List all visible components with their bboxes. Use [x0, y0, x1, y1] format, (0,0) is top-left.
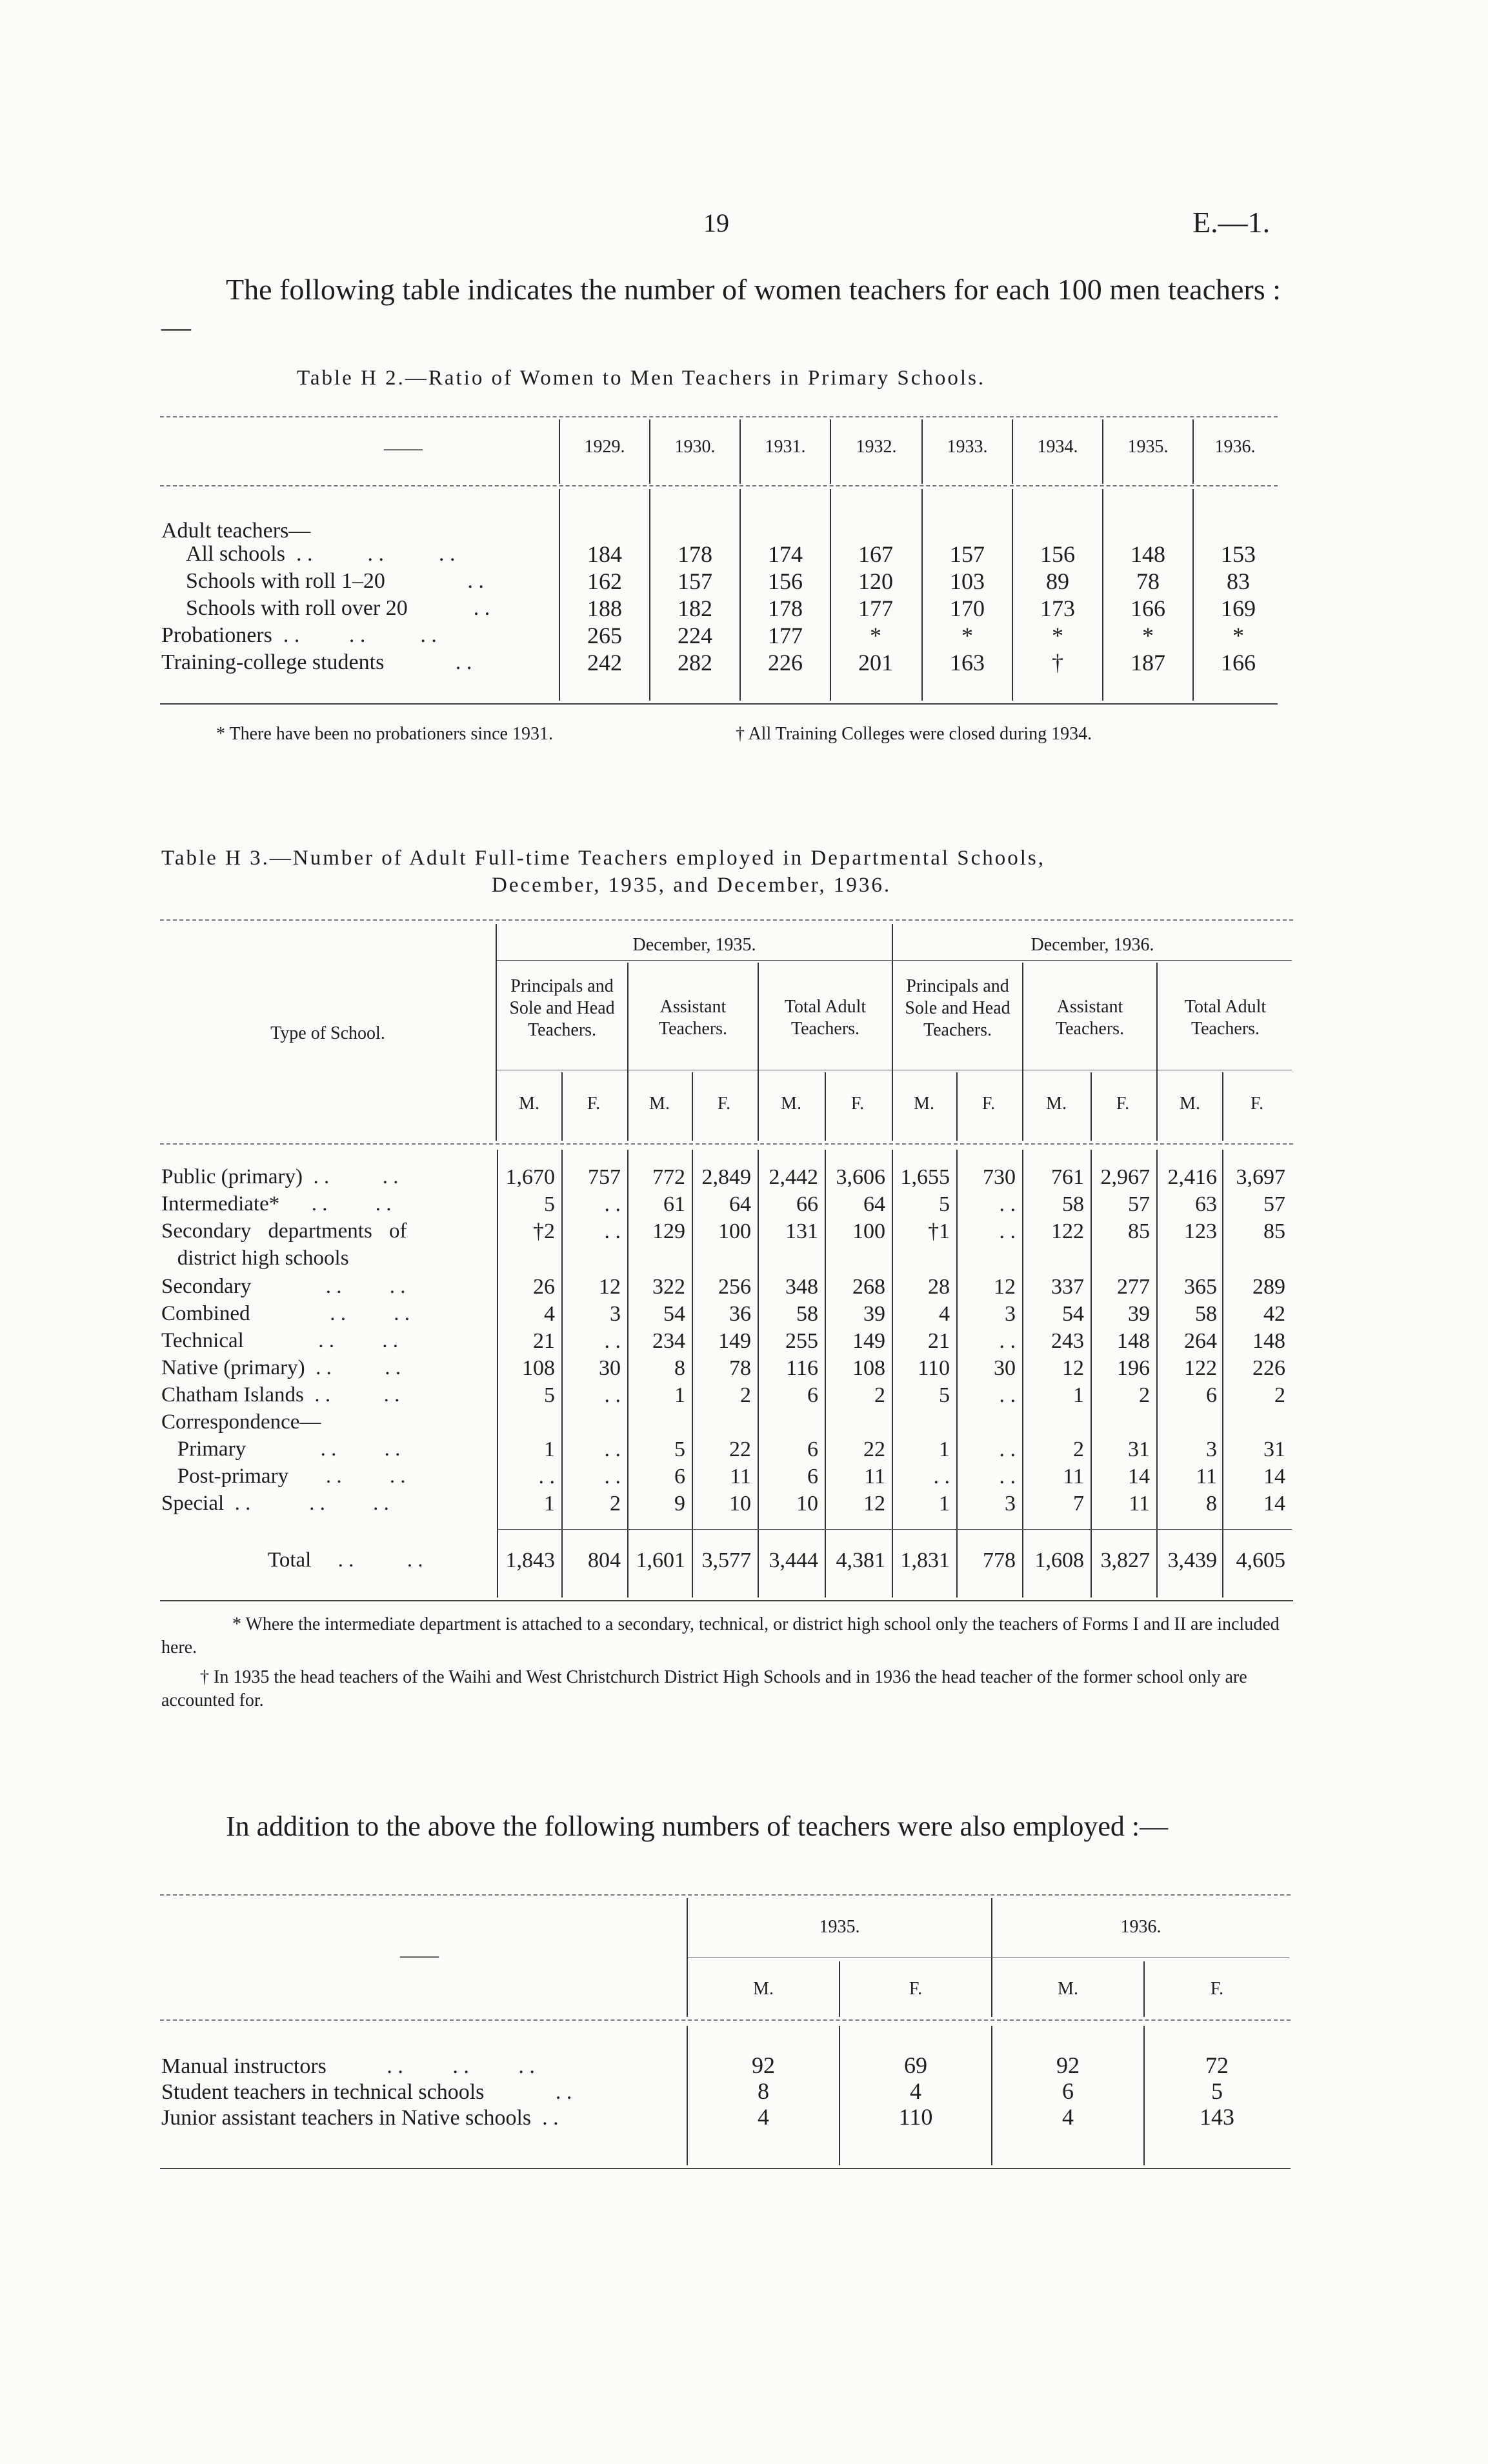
table-cell: 757: [588, 1165, 621, 1189]
table-cell: 1: [674, 1383, 685, 1407]
table-cell: 265: [587, 623, 622, 648]
row-label: Secondary departments of: [161, 1219, 407, 1243]
table-cell: 22: [863, 1437, 885, 1461]
table-cell: 1: [1073, 1383, 1084, 1407]
table-cell: 26: [533, 1275, 555, 1299]
table-cell: 6: [807, 1383, 818, 1407]
row-label: Secondary . . . .: [161, 1275, 406, 1298]
table-cell: 6: [674, 1465, 685, 1488]
row-label: Schools with roll 1–20 . .: [186, 569, 484, 593]
group-label: Adult teachers—: [161, 519, 311, 543]
total-cell: 3,439: [1167, 1548, 1217, 1572]
table-cell: 21: [533, 1329, 555, 1353]
table-cell: . .: [999, 1465, 1016, 1488]
row-label: Post-primary . . . .: [161, 1465, 406, 1488]
table-cell: 28: [928, 1275, 950, 1299]
period-header: December, 1936.: [1031, 935, 1154, 955]
table-cell: . .: [604, 1192, 621, 1216]
row-label: Schools with roll over 20 . .: [186, 596, 490, 620]
table-cell: 31: [1128, 1437, 1150, 1461]
f-header: F.: [1210, 1979, 1224, 1999]
year-header: 1930.: [674, 437, 716, 457]
table-cell: 170: [950, 596, 985, 621]
table-cell: 6: [1062, 2078, 1074, 2104]
table-cell: 224: [678, 623, 712, 648]
table-cell: 256: [718, 1275, 751, 1299]
table-cell: 10: [729, 1492, 751, 1516]
table-cell: 1,655: [900, 1165, 950, 1189]
table-cell: 57: [1263, 1192, 1285, 1216]
row-label: Manual instructors . . . . . .: [161, 2054, 535, 2078]
total-cell: 1,608: [1034, 1548, 1084, 1572]
year-header: 1936.: [1214, 437, 1256, 457]
table-cell: 30: [599, 1356, 621, 1380]
total-cell: 778: [983, 1548, 1016, 1572]
table-cell: 178: [768, 596, 803, 621]
table-cell: 72: [1205, 2052, 1229, 2078]
footnote: † In 1935 the head teachers of the Waihi and West Christchurch District High Schools and in 1936 the head teacher of the former school only are accounted for.: [161, 1667, 1247, 1710]
addition-paragraph: In addition to the above the following numbers of teachers were also employed :—: [226, 1810, 1169, 1842]
row-label: Training-college students . .: [161, 650, 472, 674]
table-cell: 103: [950, 568, 985, 594]
year-header: 1934.: [1037, 437, 1078, 457]
table-cell: 226: [1252, 1356, 1285, 1380]
total-cell: 804: [588, 1548, 621, 1572]
table-cell: 8: [1206, 1492, 1217, 1516]
table-cell: 166: [1131, 596, 1165, 621]
table-cell: . .: [999, 1219, 1016, 1243]
table-cell: 8: [758, 2078, 769, 2104]
table-cell: 169: [1221, 596, 1256, 621]
table-cell: 2,416: [1167, 1165, 1217, 1189]
table-cell: 772: [652, 1165, 685, 1189]
table-extra-stub-head: ——: [400, 1945, 439, 1966]
table-cell: 100: [718, 1219, 751, 1243]
m-header: M.: [1046, 1094, 1067, 1114]
table-cell: 54: [663, 1302, 685, 1326]
table-cell: 2: [1274, 1383, 1285, 1407]
table-cell: 173: [1040, 596, 1075, 621]
total-cell: 1,831: [900, 1548, 950, 1572]
table-cell: 31: [1263, 1437, 1285, 1461]
row-label: Correspondence—: [161, 1410, 321, 1434]
table-cell: 10: [796, 1492, 818, 1516]
footnote: † All Training Colleges were closed during 1934.: [736, 724, 1092, 744]
table-cell: 234: [652, 1329, 685, 1353]
table-cell: 11: [1196, 1465, 1217, 1488]
table-cell: 143: [1200, 2104, 1234, 2130]
table-cell: 14: [1263, 1465, 1285, 1488]
table-cell: 11: [1129, 1492, 1150, 1516]
table-cell: 11: [864, 1465, 885, 1488]
table-cell: 1: [544, 1437, 555, 1461]
page-number: 19: [703, 208, 729, 237]
table-cell: 730: [983, 1165, 1016, 1189]
f-header: F.: [850, 1094, 865, 1114]
table-cell: 4: [1062, 2104, 1074, 2130]
table-cell: 39: [863, 1302, 885, 1326]
table-cell: . .: [604, 1329, 621, 1353]
table-cell: 337: [1051, 1275, 1084, 1299]
table-cell: 182: [678, 596, 712, 621]
table-cell: 110: [898, 2104, 933, 2130]
table-cell: 148: [1131, 541, 1165, 567]
table-cell: 6: [1206, 1383, 1217, 1407]
total-cell: 1,601: [636, 1548, 685, 1572]
table-h3-stub-head: Type of School.: [270, 1023, 385, 1043]
table-cell: 226: [768, 650, 803, 676]
table-cell: 64: [863, 1192, 885, 1216]
table-cell: 64: [729, 1192, 751, 1216]
table-cell: 5: [939, 1192, 950, 1216]
table-cell: 63: [1195, 1192, 1217, 1216]
table-cell: . .: [604, 1465, 621, 1488]
row-label: Junior assistant teachers in Native schools . .: [161, 2106, 559, 2130]
m-header: M.: [914, 1094, 934, 1114]
table-cell: 122: [1184, 1356, 1217, 1380]
table-cell: 2,849: [701, 1165, 751, 1189]
table-cell: 83: [1227, 568, 1250, 594]
table-cell: 3: [1005, 1302, 1016, 1326]
table-cell: 58: [1195, 1302, 1217, 1326]
group-header: Total Adult Teachers.: [1184, 997, 1267, 1039]
table-cell: . .: [999, 1437, 1016, 1461]
row-label: Primary . . . .: [161, 1437, 401, 1461]
table-cell: 148: [1252, 1329, 1285, 1353]
table-cell: 14: [1128, 1465, 1150, 1488]
table-cell: 243: [1051, 1329, 1084, 1353]
table-cell: 12: [1062, 1356, 1084, 1380]
row-label: Combined . . . .: [161, 1302, 410, 1325]
f-header: F.: [909, 1979, 923, 1999]
year-header: 1935.: [819, 1917, 860, 1937]
year-header: 1929.: [584, 437, 625, 457]
table-cell: *: [961, 623, 973, 648]
table-cell: 282: [678, 650, 712, 676]
row-label: Probationers . . . . . .: [161, 623, 437, 647]
table-cell: 9: [674, 1492, 685, 1516]
total-label: Total . . . .: [268, 1548, 423, 1572]
table-cell: 289: [1252, 1275, 1285, 1299]
table-cell: †1: [928, 1219, 950, 1243]
table-cell: . .: [604, 1383, 621, 1407]
table-cell: 178: [678, 541, 712, 567]
f-header: F.: [717, 1094, 731, 1114]
table-cell: 42: [1263, 1302, 1285, 1326]
table-cell: 92: [752, 2052, 775, 2078]
table-cell: 2: [1139, 1383, 1150, 1407]
table-cell: 5: [674, 1437, 685, 1461]
total-cell: 1,843: [505, 1548, 555, 1572]
table-cell: 100: [852, 1219, 885, 1243]
table-cell: 5: [1211, 2078, 1223, 2104]
table-cell: 123: [1184, 1219, 1217, 1243]
table-cell: . .: [604, 1219, 621, 1243]
row-label: Special . . . . . .: [161, 1492, 389, 1515]
table-cell: 14: [1263, 1492, 1285, 1516]
table-cell: 148: [1117, 1329, 1150, 1353]
table-cell: 7: [1073, 1492, 1084, 1516]
table-cell: 4: [910, 2078, 921, 2104]
table-cell: 78: [1136, 568, 1160, 594]
table-cell: 22: [729, 1437, 751, 1461]
table-cell: 157: [678, 568, 712, 594]
table-h3-caption: Table H 3.—Number of Adult Full-time Teachers employed in Departmental Schools,: [161, 846, 1046, 870]
table-cell: 1,670: [505, 1165, 555, 1189]
table-cell: †2: [533, 1219, 555, 1243]
table-cell: 5: [544, 1192, 555, 1216]
table-cell: 2: [874, 1383, 885, 1407]
table-cell: 1: [544, 1492, 555, 1516]
m-header: M.: [519, 1094, 539, 1114]
total-cell: 3,444: [769, 1548, 818, 1572]
table-cell: 277: [1117, 1275, 1150, 1299]
year-header: 1935.: [1127, 437, 1169, 457]
table-cell: *: [1232, 623, 1244, 648]
table-cell: 61: [663, 1192, 685, 1216]
table-cell: 242: [587, 650, 622, 676]
table-cell: 8: [674, 1356, 685, 1380]
year-header: 1931.: [765, 437, 806, 457]
table-cell: 58: [796, 1302, 818, 1326]
table-cell: 58: [1062, 1192, 1084, 1216]
table-cell: 348: [785, 1275, 818, 1299]
table-cell: 116: [786, 1356, 818, 1380]
table-cell: 174: [768, 541, 803, 567]
f-header: F.: [587, 1094, 601, 1114]
table-cell: 30: [994, 1356, 1016, 1380]
table-cell: 162: [587, 568, 622, 594]
table-h3-caption-line2: December, 1935, and December, 1936.: [492, 874, 892, 897]
row-label: Public (primary) . . . .: [161, 1165, 399, 1188]
table-cell: 2: [1073, 1437, 1084, 1461]
table-cell: 196: [1117, 1356, 1150, 1380]
group-header: Assistant Teachers.: [1055, 997, 1125, 1039]
row-label: Native (primary) . . . .: [161, 1356, 401, 1379]
table-cell: 5: [939, 1383, 950, 1407]
table-cell: 1: [939, 1437, 950, 1461]
table-cell: 12: [994, 1275, 1016, 1299]
table-cell: 4: [939, 1302, 950, 1326]
m-header: M.: [1058, 1979, 1078, 1999]
row-label: Student teachers in technical schools . .: [161, 2080, 572, 2104]
table-cell: 149: [852, 1329, 885, 1353]
table-cell: 11: [1063, 1465, 1084, 1488]
table-cell: 188: [587, 596, 622, 621]
table-cell: 110: [918, 1356, 950, 1380]
f-header: F.: [1116, 1094, 1130, 1114]
table-cell: 12: [863, 1492, 885, 1516]
table-cell: 167: [858, 541, 893, 567]
row-label: Technical . . . .: [161, 1329, 399, 1352]
table-cell: 149: [718, 1329, 751, 1353]
table-cell: 6: [807, 1437, 818, 1461]
table-cell: 108: [852, 1356, 885, 1380]
table-cell: 177: [858, 596, 893, 621]
table-cell: 129: [652, 1219, 685, 1243]
table-cell: 187: [1131, 650, 1165, 676]
table-cell: 2,967: [1100, 1165, 1150, 1189]
row-label: Chatham Islands . . . .: [161, 1383, 400, 1407]
table-cell: 1: [939, 1492, 950, 1516]
table-cell: *: [1142, 623, 1154, 648]
group-header: Assistant Teachers.: [658, 997, 728, 1039]
table-cell: 3,697: [1236, 1165, 1285, 1189]
table-cell: 57: [1128, 1192, 1150, 1216]
intro-paragraph: The following table indicates the number of women teachers for each 100 men teachers :—: [161, 273, 1281, 343]
table-cell: 5: [544, 1383, 555, 1407]
year-header: 1932.: [856, 437, 897, 457]
m-header: M.: [649, 1094, 670, 1114]
table-cell: 4: [544, 1302, 555, 1326]
row-label: All schools . . . . . .: [186, 542, 456, 566]
row-label: district high schools: [161, 1247, 349, 1270]
table-cell: 166: [1221, 650, 1256, 676]
table-cell: 108: [522, 1356, 555, 1380]
table-cell: 131: [785, 1219, 818, 1243]
total-cell: 3,827: [1100, 1548, 1150, 1572]
table-cell: 92: [1056, 2052, 1080, 2078]
m-header: M.: [781, 1094, 801, 1114]
total-cell: 3,577: [701, 1548, 751, 1572]
table-cell: 21: [928, 1329, 950, 1353]
table-cell: 69: [904, 2052, 927, 2078]
table-cell: 3,606: [836, 1165, 885, 1189]
table-cell: 78: [729, 1356, 751, 1380]
table-cell: 36: [729, 1302, 751, 1326]
group-header: Total Adult Teachers.: [784, 997, 867, 1039]
table-cell: 268: [852, 1275, 885, 1299]
table-cell: 2: [610, 1492, 621, 1516]
table-cell: 39: [1128, 1302, 1150, 1326]
table-cell: 153: [1221, 541, 1256, 567]
f-header: F.: [1250, 1094, 1264, 1114]
table-h2-caption: Table H 2.—Ratio of Women to Men Teachers in Primary Schools.: [297, 366, 986, 390]
table-cell: 761: [1051, 1165, 1084, 1189]
table-cell: 120: [858, 568, 893, 594]
table-cell: 89: [1046, 568, 1069, 594]
footnote: * There have been no probationers since 1931.: [216, 724, 553, 744]
total-cell: 4,605: [1236, 1548, 1285, 1572]
table-cell: 122: [1051, 1219, 1084, 1243]
table-cell: . .: [999, 1329, 1016, 1353]
table-cell: †: [1052, 650, 1063, 676]
year-header: 1936.: [1120, 1917, 1161, 1937]
table-cell: 365: [1184, 1275, 1217, 1299]
table-cell: 156: [1040, 541, 1075, 567]
table-cell: 6: [807, 1465, 818, 1488]
table-cell: 184: [587, 541, 622, 567]
table-cell: 3: [610, 1302, 621, 1326]
table-h2-stub-head: ——: [384, 437, 423, 459]
row-label: Intermediate* . . . .: [161, 1192, 392, 1216]
table-cell: 156: [768, 568, 803, 594]
group-header: Principals and Sole and Head Teachers.: [509, 976, 615, 1040]
f-header: F.: [981, 1094, 996, 1114]
table-cell: 3: [1005, 1492, 1016, 1516]
table-cell: 54: [1062, 1302, 1084, 1326]
table-cell: 264: [1184, 1329, 1217, 1353]
table-cell: 66: [796, 1192, 818, 1216]
table-cell: 157: [950, 541, 985, 567]
total-cell: 4,381: [836, 1548, 885, 1572]
table-cell: *: [1052, 623, 1063, 648]
table-cell: 4: [758, 2104, 769, 2130]
table-cell: 2,442: [769, 1165, 818, 1189]
table-cell: 12: [599, 1275, 621, 1299]
table-cell: 85: [1128, 1219, 1150, 1243]
table-cell: . .: [999, 1383, 1016, 1407]
footnote: * Where the intermediate department is attached to a secondary, technical, or district high school only the teachers of Forms I and II are included here.: [161, 1614, 1280, 1658]
table-cell: 11: [730, 1465, 751, 1488]
table-cell: *: [870, 623, 881, 648]
table-cell: . .: [933, 1465, 950, 1488]
table-cell: 2: [740, 1383, 751, 1407]
m-header: M.: [1180, 1094, 1200, 1114]
period-header: December, 1935.: [632, 935, 756, 955]
table-cell: 85: [1263, 1219, 1285, 1243]
page-code: E.—1.: [1192, 206, 1271, 239]
table-cell: 163: [950, 650, 985, 676]
table-cell: 3: [1206, 1437, 1217, 1461]
group-header: Principals and Sole and Head Teachers.: [905, 976, 1010, 1040]
table-cell: 201: [858, 650, 893, 676]
table-cell: 255: [785, 1329, 818, 1353]
table-cell: 177: [768, 623, 803, 648]
m-header: M.: [753, 1979, 774, 1999]
table-cell: . .: [538, 1465, 555, 1488]
table-cell: . .: [999, 1192, 1016, 1216]
year-header: 1933.: [947, 437, 988, 457]
table-cell: . .: [604, 1437, 621, 1461]
table-cell: 322: [652, 1275, 685, 1299]
